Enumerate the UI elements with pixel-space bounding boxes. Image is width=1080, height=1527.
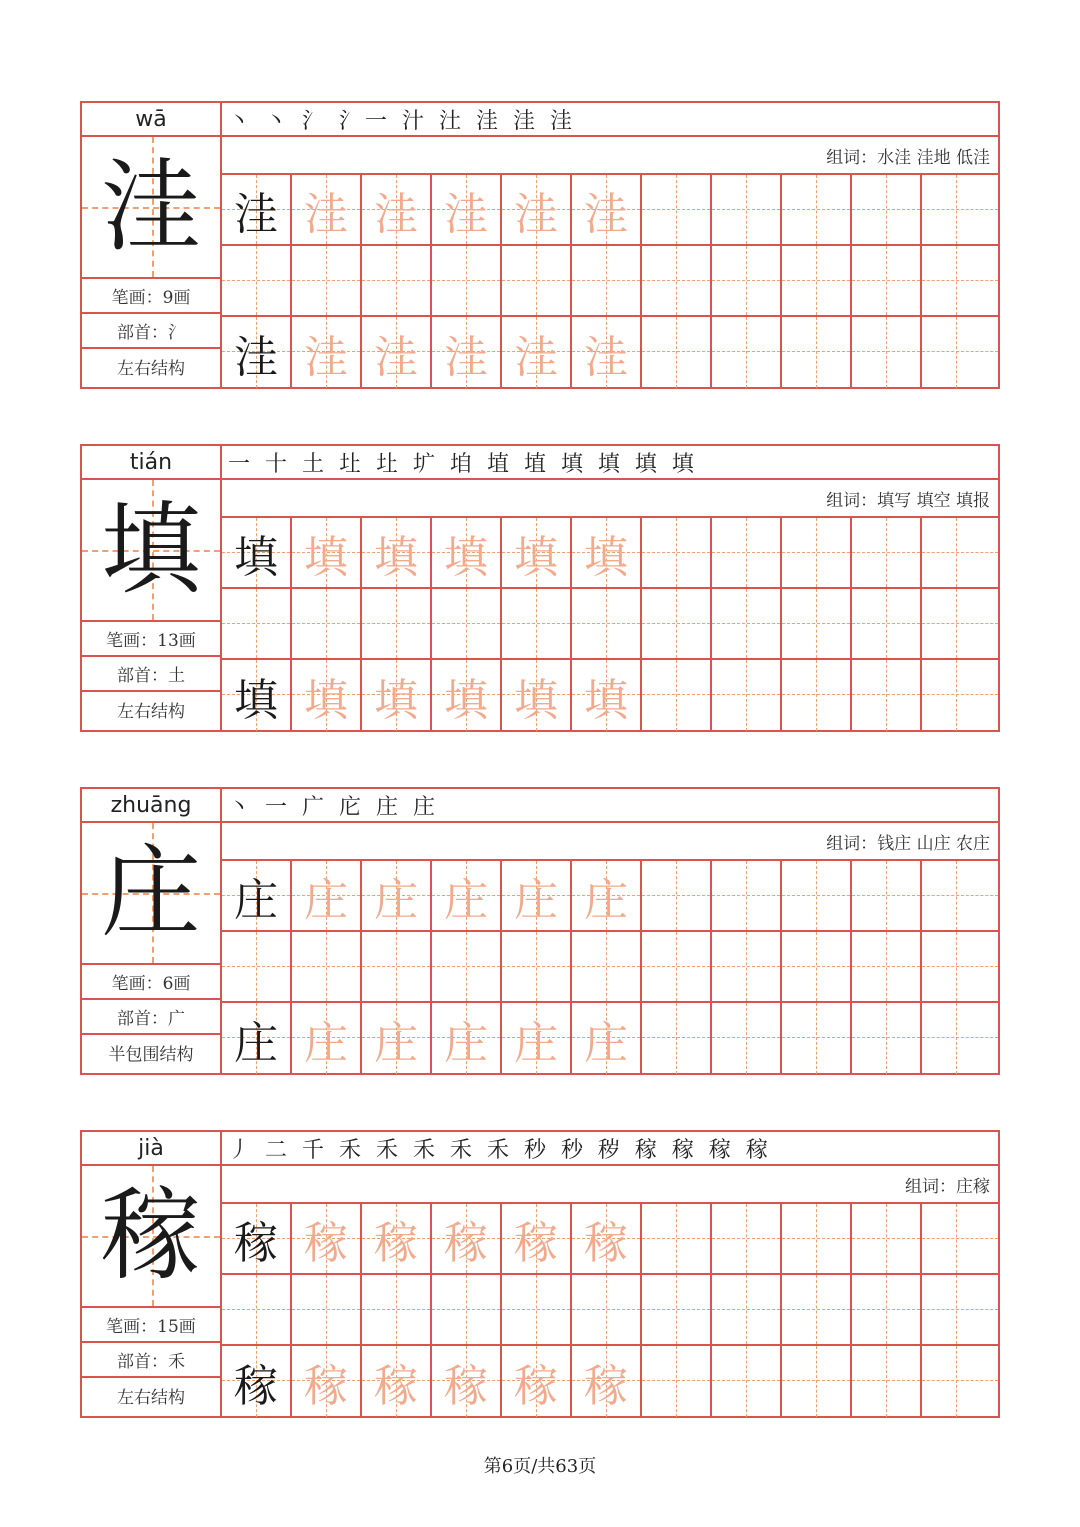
practice-cell[interactable] [432,317,502,388]
model-character: 庄 [234,874,278,926]
structure: 左右结构 [117,359,185,379]
trace-character: 稼 [304,1360,348,1412]
trace-character: 填 [444,531,488,583]
stroke-count: 笔画：13画 [82,622,220,657]
practice-cell[interactable] [292,589,362,658]
structure: 左右结构 [117,702,185,722]
big-character: 洼 [101,148,201,265]
practice-cell[interactable] [432,175,502,244]
practice-cell[interactable] [432,589,502,658]
stroke-order: 丿 二 千 禾 禾 禾 禾 禾 秒 秒 秽 稼 稼 稼 稼 [222,1132,998,1166]
stroke-order: 丶 一 广 庀 庄 庄 [222,789,998,823]
character-card [80,787,1000,1075]
stroke-order: 丶 丶 氵 氵一 汁 汢 洼 洼 洼 [222,103,998,137]
practice-cell[interactable] [432,660,502,731]
big-character-box [82,480,220,622]
practice-cell[interactable] [852,175,922,244]
practice-cell[interactable] [432,861,502,930]
practice-cell[interactable] [222,518,292,587]
practice-cell[interactable] [782,1204,852,1273]
practice-row [222,589,998,660]
radical: 部首：土 [82,657,220,692]
practice-cell[interactable] [712,932,782,1001]
practice-row [222,932,998,1003]
practice-cell[interactable] [712,246,782,315]
practice-cell[interactable] [642,1275,712,1344]
big-character-box [82,1166,220,1308]
practice-cell[interactable] [782,1346,852,1417]
pinyin: wā [82,103,220,137]
trace-character: 填 [304,531,348,583]
practice-row [222,1003,998,1074]
model-character: 洼 [234,331,278,383]
trace-character: 填 [514,531,558,583]
practice-area [222,446,998,730]
practice-cell[interactable] [432,1346,502,1417]
practice-cell[interactable] [502,1204,572,1273]
trace-character: 庄 [304,874,348,926]
pinyin: zhuāng [82,789,220,823]
practice-cell[interactable] [712,175,782,244]
practice-cell[interactable] [642,317,712,388]
practice-cell[interactable] [362,589,432,658]
practice-cell[interactable] [502,861,572,930]
practice-cell[interactable] [572,1204,642,1273]
practice-cell[interactable] [292,932,362,1001]
trace-character: 洼 [514,331,558,383]
practice-cell[interactable] [852,246,922,315]
practice-cell[interactable] [642,1003,712,1074]
radical: 部首：广 [82,1000,220,1035]
practice-cell[interactable] [572,175,642,244]
structure: 半包围结构 [108,1045,194,1065]
practice-cell[interactable] [922,317,998,388]
practice-cell[interactable] [782,1003,852,1074]
practice-cell[interactable] [782,660,852,731]
trace-character: 洼 [374,331,418,383]
trace-character: 洼 [304,331,348,383]
practice-cell[interactable] [782,175,852,244]
practice-cell[interactable] [852,1275,922,1344]
practice-row [222,1346,998,1417]
practice-cell[interactable] [572,246,642,315]
practice-cell[interactable] [642,861,712,930]
practice-cell[interactable] [362,317,432,388]
practice-cell[interactable] [432,246,502,315]
model-character: 稼 [234,1217,278,1269]
trace-character: 洼 [374,188,418,240]
character-card [80,1130,1000,1418]
trace-character: 洼 [444,331,488,383]
model-character: 填 [234,674,278,726]
character-info-panel [82,789,222,1073]
practice-cell[interactable] [362,861,432,930]
model-character: 稼 [234,1360,278,1412]
model-character: 庄 [234,1017,278,1069]
stroke-count: 笔画：6画 [82,965,220,1000]
big-character: 庄 [101,834,201,951]
big-character: 稼 [101,1177,201,1294]
practice-cell[interactable] [292,1003,362,1074]
practice-cell[interactable] [362,1003,432,1074]
practice-cell[interactable] [222,861,292,930]
practice-cell[interactable] [572,1003,642,1074]
structure: 左右结构 [117,1388,185,1408]
practice-cell[interactable] [432,1003,502,1074]
practice-cell[interactable] [712,1003,782,1074]
practice-cell[interactable] [222,1275,292,1344]
practice-row [222,317,998,388]
practice-cell[interactable] [222,246,292,315]
practice-cell[interactable] [852,861,922,930]
practice-cell[interactable] [292,1346,362,1417]
practice-cell[interactable] [852,932,922,1001]
big-character: 填 [101,491,201,608]
practice-cell[interactable] [502,660,572,731]
practice-cell[interactable] [362,246,432,315]
practice-cell[interactable] [782,932,852,1001]
word-examples: 组词：钱庄 山庄 农庄 [222,823,998,861]
trace-character: 庄 [514,1017,558,1069]
practice-cell[interactable] [852,1346,922,1417]
practice-cell[interactable] [362,518,432,587]
trace-character: 填 [584,674,628,726]
practice-cell[interactable] [432,1275,502,1344]
practice-row [222,175,998,246]
model-character: 填 [234,531,278,583]
practice-row [222,518,998,589]
trace-character: 稼 [514,1360,558,1412]
page-number: 第6页/共63页 [483,1456,597,1477]
practice-cell[interactable] [292,660,362,731]
practice-cell[interactable] [502,589,572,658]
character-info-panel [82,103,222,387]
model-character: 洼 [234,188,278,240]
stroke-order: 一 十 土 圵 圵 圹 垍 埴 埴 填 填 填 填 [222,446,998,480]
practice-cell[interactable] [432,518,502,587]
trace-character: 稼 [584,1360,628,1412]
practice-cell[interactable] [222,317,292,388]
practice-cell[interactable] [572,660,642,731]
practice-cell[interactable] [852,1204,922,1273]
practice-cell[interactable] [502,246,572,315]
pinyin: tián [82,446,220,480]
practice-cell[interactable] [502,175,572,244]
practice-area [222,789,998,1073]
practice-cell[interactable] [922,589,998,658]
practice-cell[interactable] [642,175,712,244]
practice-cell[interactable] [502,317,572,388]
practice-cell[interactable] [362,932,432,1001]
practice-cell[interactable] [642,932,712,1001]
trace-character: 庄 [584,1017,628,1069]
practice-cell[interactable] [922,1204,998,1273]
practice-cell[interactable] [502,932,572,1001]
practice-cell[interactable] [362,175,432,244]
practice-cell[interactable] [712,1346,782,1417]
practice-cell[interactable] [922,246,998,315]
practice-cell[interactable] [922,175,998,244]
word-examples: 组词：庄稼 [222,1166,998,1204]
practice-cell[interactable] [222,589,292,658]
word-examples: 组词：水洼 洼地 低洼 [222,137,998,175]
trace-character: 庄 [584,874,628,926]
trace-character: 填 [514,674,558,726]
practice-cell[interactable] [712,1204,782,1273]
trace-character: 洼 [304,188,348,240]
trace-character: 庄 [444,874,488,926]
practice-cell[interactable] [292,861,362,930]
practice-cell[interactable] [362,1346,432,1417]
practice-cell[interactable] [782,518,852,587]
practice-cell[interactable] [782,589,852,658]
practice-cell[interactable] [222,660,292,731]
trace-character: 填 [304,674,348,726]
trace-character: 洼 [584,188,628,240]
practice-cell[interactable] [712,589,782,658]
trace-character: 洼 [514,188,558,240]
practice-cell[interactable] [572,861,642,930]
practice-cell[interactable] [502,518,572,587]
practice-cell[interactable] [922,1003,998,1074]
practice-cell[interactable] [922,518,998,587]
practice-cell[interactable] [292,1275,362,1344]
practice-cell[interactable] [572,932,642,1001]
practice-cell[interactable] [712,660,782,731]
practice-cell[interactable] [642,518,712,587]
practice-cell[interactable] [362,1204,432,1273]
practice-area [222,103,998,387]
practice-cell[interactable] [852,660,922,731]
character-info-panel [82,1132,222,1416]
practice-row [222,660,998,731]
radical: 部首：氵 [82,314,220,349]
practice-cell[interactable] [292,175,362,244]
practice-cell[interactable] [852,317,922,388]
stroke-count: 笔画：9画 [82,279,220,314]
practice-cell[interactable] [432,932,502,1001]
practice-cell[interactable] [642,246,712,315]
practice-cell[interactable] [782,1275,852,1344]
practice-row [222,246,998,317]
trace-character: 庄 [304,1017,348,1069]
practice-row [222,1204,998,1275]
practice-cell[interactable] [922,861,998,930]
practice-cell[interactable] [292,1204,362,1273]
practice-cell[interactable] [782,246,852,315]
trace-character: 庄 [374,1017,418,1069]
practice-cell[interactable] [292,317,362,388]
trace-character: 庄 [514,874,558,926]
practice-cell[interactable] [222,1346,292,1417]
trace-character: 稼 [444,1217,488,1269]
character-card [80,444,1000,732]
practice-cell[interactable] [292,518,362,587]
word-examples: 组词：填写 填空 填报 [222,480,998,518]
practice-cell[interactable] [432,1204,502,1273]
practice-cell[interactable] [502,1346,572,1417]
practice-cell[interactable] [362,660,432,731]
practice-cell[interactable] [922,1346,998,1417]
practice-cell[interactable] [502,1275,572,1344]
trace-character: 稼 [374,1360,418,1412]
practice-cell[interactable] [222,1003,292,1074]
trace-character: 庄 [374,874,418,926]
practice-cell[interactable] [782,317,852,388]
practice-cell[interactable] [572,589,642,658]
trace-character: 稼 [374,1217,418,1269]
trace-character: 洼 [444,188,488,240]
practice-cell[interactable] [222,932,292,1001]
practice-cell[interactable] [572,518,642,587]
practice-cell[interactable] [642,660,712,731]
practice-cell[interactable] [572,1346,642,1417]
practice-row [222,861,998,932]
trace-character: 填 [584,531,628,583]
practice-cell[interactable] [642,589,712,658]
practice-cell[interactable] [852,518,922,587]
practice-cell[interactable] [852,589,922,658]
practice-cell[interactable] [292,246,362,315]
radical: 部首：禾 [82,1343,220,1378]
practice-cell[interactable] [712,518,782,587]
trace-character: 洼 [584,331,628,383]
practice-cell[interactable] [712,1275,782,1344]
trace-character: 填 [374,674,418,726]
character-card [80,101,1000,389]
practice-cell[interactable] [782,861,852,930]
character-info-panel [82,446,222,730]
practice-cell[interactable] [922,660,998,731]
big-character-box [82,137,220,279]
pinyin: jià [82,1132,220,1166]
practice-cell[interactable] [922,932,998,1001]
practice-cell[interactable] [852,1003,922,1074]
practice-cell[interactable] [222,175,292,244]
trace-character: 稼 [444,1360,488,1412]
trace-character: 稼 [304,1217,348,1269]
practice-cell[interactable] [502,1003,572,1074]
practice-cell[interactable] [572,1275,642,1344]
trace-character: 填 [444,674,488,726]
trace-character: 庄 [444,1017,488,1069]
practice-cell[interactable] [572,317,642,388]
practice-cell[interactable] [712,317,782,388]
practice-cell[interactable] [712,861,782,930]
stroke-count: 笔画：15画 [82,1308,220,1343]
practice-cell[interactable] [642,1346,712,1417]
practice-area [222,1132,998,1416]
trace-character: 填 [374,531,418,583]
practice-cell[interactable] [922,1275,998,1344]
practice-cell[interactable] [222,1204,292,1273]
practice-cell[interactable] [362,1275,432,1344]
practice-row [222,1275,998,1346]
big-character-box [82,823,220,965]
trace-character: 稼 [514,1217,558,1269]
practice-cell[interactable] [642,1204,712,1273]
trace-character: 稼 [584,1217,628,1269]
